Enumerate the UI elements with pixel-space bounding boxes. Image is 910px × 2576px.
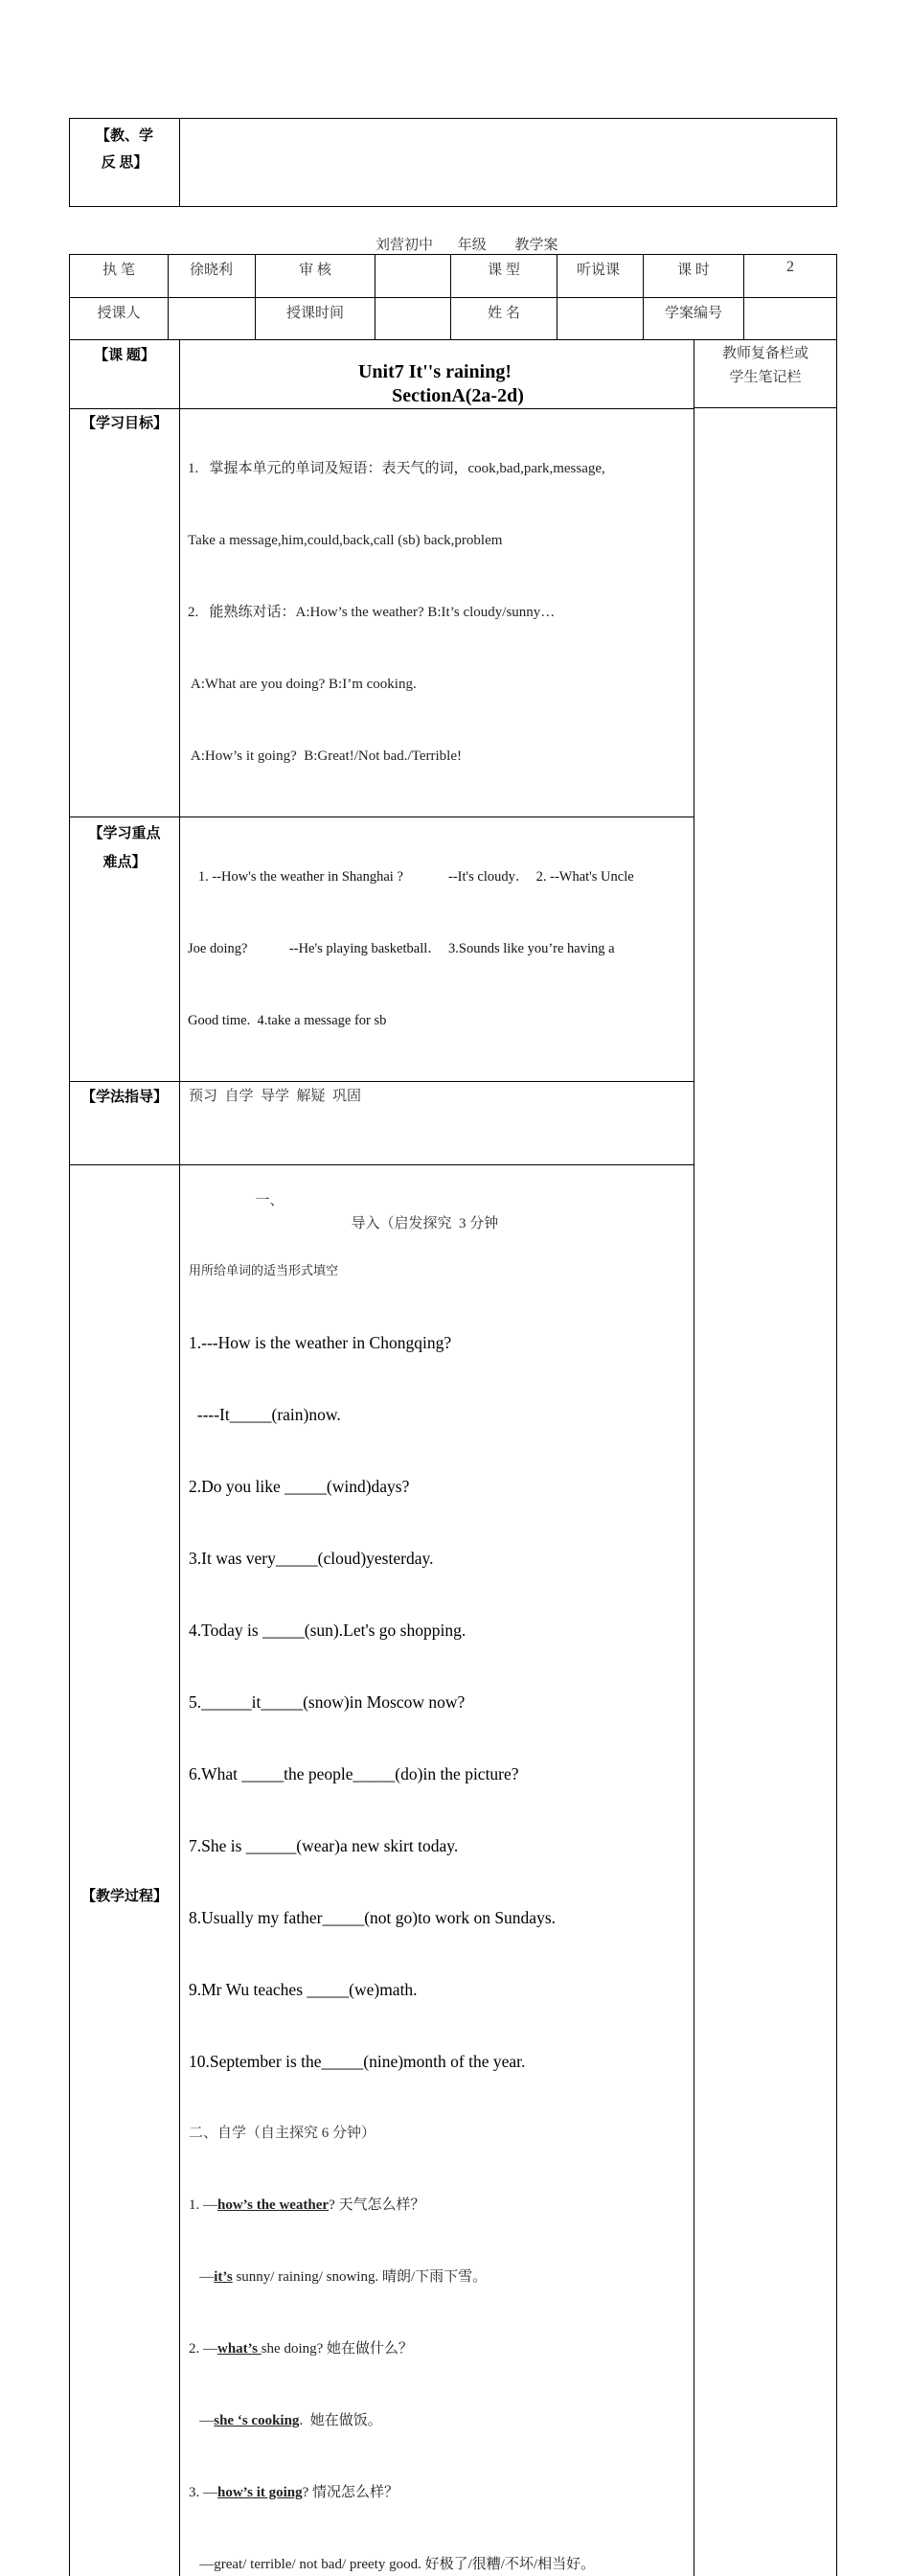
author-value: 徐晓利: [169, 259, 255, 279]
time-label-cell: [256, 298, 375, 340]
plan-no-label-cell: [644, 298, 744, 340]
item-prefix: 1. —: [189, 2197, 217, 2213]
keypoints-label-line2: 难点】: [70, 848, 179, 877]
item-rest: she doing? 她在做什么？: [262, 2341, 413, 2357]
hours-value: 2: [744, 259, 836, 276]
notes-header-line2: 学生笔记栏: [694, 366, 836, 390]
goal-line: Take a message,him,could,back,call (sb) back,problem: [188, 529, 694, 553]
type-label-cell: [451, 255, 557, 298]
teacher-label-cell: [70, 298, 169, 340]
self-study-item: [189, 2266, 694, 2289]
author-label-cell: [70, 255, 169, 298]
keypoints-label-cell: [70, 817, 180, 1082]
name-label-cell: [451, 298, 557, 340]
section2-title: 二、自学（自主探究 6 分钟）: [189, 2122, 694, 2146]
exercise-line: 10.September is the_____(nine)month of the year.: [189, 2050, 694, 2074]
teacher-label: 授课人: [70, 302, 168, 322]
plan-no-label: 学案编号: [644, 302, 743, 322]
exercise-line: 9.Mr Wu teaches _____(we)math.: [189, 1978, 694, 2002]
keypoint-line: Good time. 4.take a message for sb: [188, 1009, 694, 1033]
exercise-line: 7.She is ______(wear)a new skirt today.: [189, 1834, 694, 1858]
item-rest: . 她在做饭。: [299, 2413, 381, 2428]
review-label: 审 核: [256, 259, 375, 279]
item-phrase: it’s: [214, 2269, 232, 2285]
method-text: 预习 自学 导学 解疑 巩固: [180, 1085, 694, 1105]
reflection-table: [69, 118, 837, 207]
item-phrase: what’s: [217, 2341, 262, 2357]
topic-title-line2: SectionA(2a-2d): [180, 384, 694, 408]
notes-column: [694, 340, 837, 2576]
item-prefix: —: [189, 2557, 214, 2572]
topic-title-cell: [180, 340, 694, 409]
self-study-item: [189, 2553, 694, 2576]
goals-content-cell: [180, 409, 694, 817]
keypoint-line: 1. --How's the weather in Shanghai ? --It's cloudy． 2. --What's Uncle: [188, 865, 694, 889]
notes-divider: [694, 407, 836, 408]
teacher-cell: [169, 298, 256, 340]
time-cell: [375, 298, 451, 340]
self-study-item: [189, 2409, 694, 2433]
exercise-line: 6.What _____the people_____(do)in the picture?: [189, 1762, 694, 1786]
item-prefix: 3. —: [189, 2485, 217, 2500]
section1-number: 一、: [256, 1193, 284, 1208]
exercise-line: 3.It was very_____(cloud)yesterday.: [189, 1547, 694, 1571]
item-rest: ? 情况怎么样？: [303, 2485, 398, 2500]
reflection-content-cell: [180, 119, 837, 207]
item-prefix: —: [189, 2269, 214, 2285]
reflection-label-line1: 【教、学: [70, 123, 179, 150]
keypoint-line: Joe doing? --He's playing basketball． 3.Sounds like you’re having a: [188, 937, 694, 961]
item-rest: ? 天气怎么样？: [329, 2197, 424, 2213]
keypoints-label-line1: 【学习重点: [70, 819, 179, 848]
doc-title-school: 刘营初中: [375, 238, 433, 253]
item-prefix: 2. —: [189, 2341, 217, 2357]
item-rest: sunny/ raining/ snowing. 晴朗/下雨下雪。: [233, 2269, 487, 2285]
method-label-cell: [70, 1082, 180, 1165]
hours-label: 课 时: [644, 259, 743, 279]
process-label-cell: [70, 1165, 180, 2576]
notes-header-line1: 教师复备栏或: [694, 342, 836, 366]
exercise-line: 1.---How is the weather in Chongqing?: [189, 1331, 694, 1355]
goal-line: 1. 掌握本单元的单词及短语：表天气的词，cook,bad,park,message,: [188, 457, 694, 481]
reflection-label-cell: [70, 119, 180, 207]
goals-label-cell: [70, 409, 180, 817]
topic-label-cell: [70, 340, 180, 409]
goal-line: A:What are you doing? B:I’m cooking.: [188, 673, 694, 697]
goal-line: 2. 能熟练对话：A:How’s the weather? B:It’s cloudy/sunny…: [188, 601, 694, 625]
header-table: [69, 254, 837, 340]
exercise-line: 2.Do you like _____(wind)days?: [189, 1475, 694, 1499]
type-cell: [557, 255, 644, 298]
self-study-item: [189, 2194, 694, 2218]
process-label: 【教学过程】: [70, 1885, 179, 1905]
doc-title-plan: 教学案: [515, 238, 558, 253]
topic-title-line1: Unit7 It''s raining!: [180, 360, 694, 384]
item-rest: great/ terrible/ not bad/ preety good. 好极了/很糟/不坏/相当好。: [214, 2557, 595, 2572]
main-table: [69, 339, 837, 2576]
exercise-line: 8.Usually my father_____(not go)to work on Sundays.: [189, 1906, 694, 1930]
review-cell: [375, 255, 451, 298]
self-study-item: [189, 2337, 694, 2361]
author-label: 执 笔: [70, 259, 168, 279]
type-label: 课 型: [451, 259, 557, 279]
instruction: 用所给单词的适当形式填空: [189, 1258, 694, 1283]
section1-title: 导入（启发探究 3 分钟: [352, 1216, 499, 1231]
topic-label: 【课 题】: [70, 344, 179, 364]
type-value: 听说课: [557, 259, 643, 279]
exercise-line: 4.Today is _____(sun).Let's go shopping.: [189, 1619, 694, 1643]
item-phrase: she ‘s cooking: [214, 2413, 299, 2428]
keypoints-content-cell: [180, 817, 694, 1082]
hours-label-cell: [644, 255, 744, 298]
name-label: 姓 名: [451, 302, 557, 322]
item-prefix: —: [189, 2413, 214, 2428]
time-label: 授课时间: [256, 302, 375, 322]
doc-title: [375, 234, 558, 254]
name-cell: [557, 298, 644, 340]
review-label-cell: [256, 255, 375, 298]
goal-line: A:How’s it going? B:Great!/Not bad./Terrible!: [188, 745, 694, 769]
method-content-cell: [180, 1082, 694, 1165]
exercise-line: 5.______it_____(snow)in Moscow now?: [189, 1690, 694, 1714]
method-label: 【学法指导】: [70, 1086, 179, 1106]
goals-label: 【学习目标】: [70, 412, 179, 432]
author-cell: [169, 255, 256, 298]
hours-cell: [744, 255, 837, 298]
item-phrase: how’s it going: [217, 2485, 303, 2500]
item-phrase: how’s the weather: [217, 2197, 329, 2213]
process-content-cell: [180, 1165, 694, 2576]
reflection-label-line2: 反 思】: [70, 150, 179, 176]
exercise-line: ----It_____(rain)now.: [189, 1403, 694, 1427]
plan-no-cell: [744, 298, 837, 340]
self-study-item: [189, 2481, 694, 2505]
doc-title-grade: 年级: [458, 238, 487, 253]
